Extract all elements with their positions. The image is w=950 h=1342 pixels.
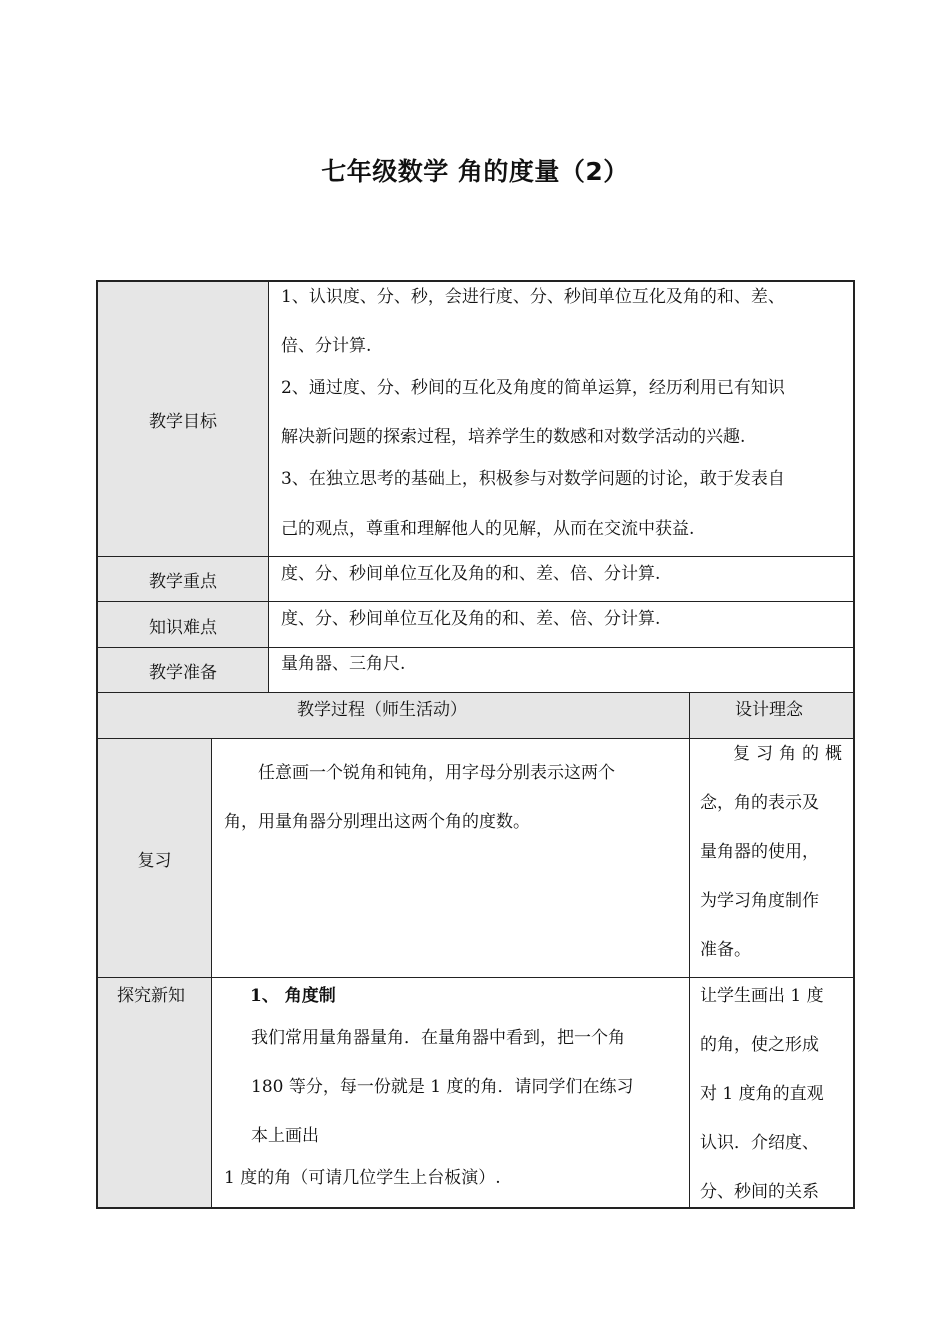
difficulty-label: 知识难点 xyxy=(149,617,217,638)
objective-line: 2、通过度、分、秒间的互化及角度的简单运算，经历利用已有知识 xyxy=(281,378,785,398)
border-row-3 xyxy=(96,647,855,648)
border-row-5 xyxy=(96,738,855,739)
prep-label-cell xyxy=(97,648,269,693)
explore-line: 本上画出 xyxy=(251,1126,319,1146)
objectives-label: 教学目标 xyxy=(149,411,217,432)
review-concept-line: 准备。 xyxy=(700,940,751,960)
review-concept-line: 复习角的概 xyxy=(733,744,848,764)
explore-concept-line: 对 1 度角的直观 xyxy=(700,1084,824,1104)
explore-label: 探究新知 xyxy=(117,986,185,1006)
focus-label-cell xyxy=(97,557,269,602)
explore-concept-line: 认识．介绍度、 xyxy=(700,1133,819,1153)
process-header: 教学过程（师生活动） xyxy=(297,700,467,720)
review-concept-line: 为学习角度制作 xyxy=(700,891,819,911)
border-col-phase xyxy=(211,738,212,1208)
explore-line: 1 度的角（可请几位学生上台板演）. xyxy=(224,1168,501,1188)
page-title: 七年级数学 角的度量（2） xyxy=(321,157,629,186)
prep-text: 量角器、三角尺. xyxy=(281,654,406,674)
objective-line: 解决新问题的探索过程，培养学生的数感和对数学活动的兴趣. xyxy=(281,427,746,447)
explore-heading: 1、 角度制 xyxy=(250,986,336,1006)
difficulty-text: 度、分、秒间单位互化及角的和、差、倍、分计算. xyxy=(281,609,661,629)
objective-line: 3、在独立思考的基础上，积极参与对数学问题的讨论，敢于发表自 xyxy=(281,469,785,489)
explore-concept-line: 分、秒间的关系 xyxy=(700,1182,819,1202)
concept-header: 设计理念 xyxy=(735,700,803,720)
border-right xyxy=(853,280,855,1209)
border-bottom xyxy=(96,1207,855,1209)
difficulty-label-cell xyxy=(97,602,269,648)
review-line: 角，用量角器分别理出这两个角的度数。 xyxy=(224,812,530,832)
review-concept-line: 量角器的使用， xyxy=(700,842,819,862)
border-left xyxy=(96,280,98,1209)
explore-label-cell xyxy=(97,978,212,1208)
objectives-label-cell xyxy=(97,281,269,557)
prep-label: 教学准备 xyxy=(149,663,217,683)
review-concept-line: 念，角的表示及 xyxy=(700,793,819,813)
process-header-cell xyxy=(97,693,690,739)
review-label-cell xyxy=(97,739,212,978)
objective-line: 1、认识度、分、秒，会进行度、分、秒间单位互化及角的和、差、 xyxy=(281,287,785,307)
explore-line: 我们常用量角器量角．在量角器中看到，把一个角 xyxy=(251,1028,625,1048)
review-line: 任意画一个锐角和钝角，用字母分别表示这两个 xyxy=(258,763,615,783)
border-row-6 xyxy=(96,977,855,978)
explore-line: 180 等分，每一份就是 1 度的角．请同学们在练习 xyxy=(251,1077,634,1097)
border-row-4 xyxy=(96,692,855,693)
explore-concept-line: 让学生画出 1 度 xyxy=(700,986,824,1006)
border-col-concept xyxy=(689,692,690,1208)
concept-header-cell xyxy=(690,693,854,739)
focus-text: 度、分、秒间单位互化及角的和、差、倍、分计算. xyxy=(281,564,661,584)
border-row-1 xyxy=(96,556,855,557)
objective-line: 己的观点，尊重和理解他人的见解，从而在交流中获益. xyxy=(281,519,695,539)
border-row-2 xyxy=(96,601,855,602)
explore-concept-line: 的角，使之形成 xyxy=(700,1035,819,1055)
focus-label: 教学重点 xyxy=(149,572,217,592)
review-label: 复习 xyxy=(137,851,172,871)
objective-line: 倍、分计算. xyxy=(281,336,372,356)
border-col-label xyxy=(268,280,269,693)
border-top xyxy=(96,280,855,282)
